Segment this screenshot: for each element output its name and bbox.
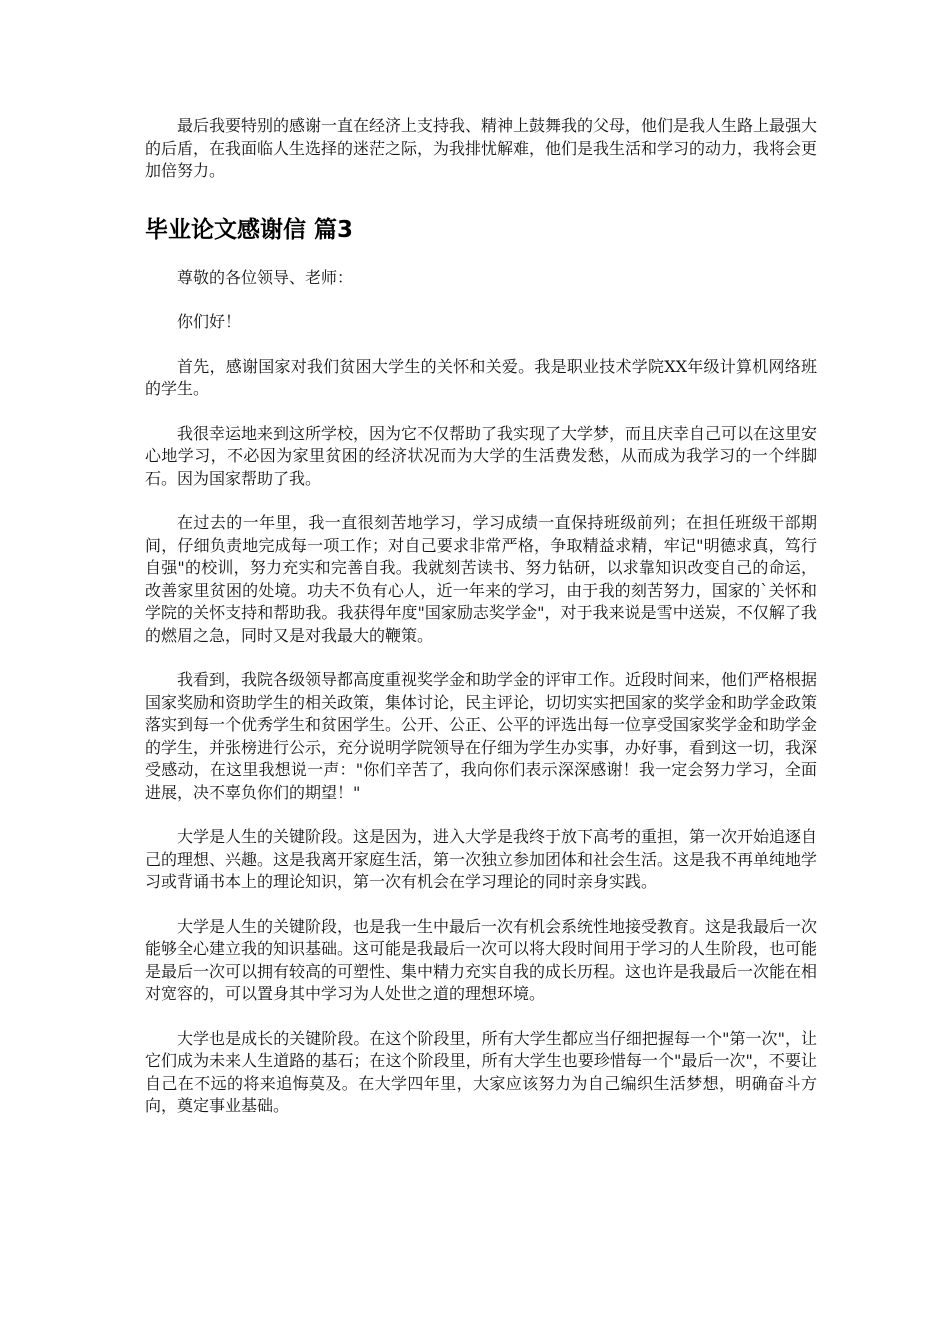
body-paragraph: 我看到，我院各级领导都高度重视奖学金和助学金的评审工作。近段时间来，他们严格根据国家奖励和资助学生的相关政策，集体讨论，民主评论，切切实实把国家的奖学金和助学金政策落实到每一个优秀学生和贫困学生。公开、公正、公平的评选出每一位享受国家奖学金和助学金的学生，并张榜进行公示，充分说明学院领导在仔细为学生办实事，办好事，看到这一切，我深受感动，在这里我想说一声："你们辛苦了，我向你们表示深深感谢！我一定会努力学习，全面进展，决不辜负你们的期望！" [145,670,818,802]
salutation: 尊敬的各位领导、老师： [177,267,354,287]
body-paragraph: 在过去的一年里，我一直很刻苦地学习，学习成绩一直保持班级前列；在担任班级干部期间，仔细负责地完成每一项工作；对自己要求非常严格，争取精益求精，牢记"明德求真，笃行自强"的校训，努力充实和完善自我。我就刻苦读书、努力钻研，以求靠知识改变自己的命运，改善家里贫困的处境。功夫不负有心人，近一年来的学习，由于我的刻苦努力，国家的`关怀和学院的关怀支持和帮助我。我获得年度"国家励志奖学金"，对于我来说是雪中送炭，不仅解了我的燃眉之急，同时又是对我最大的鞭策。 [145,513,817,645]
section-title: 毕业论文感谢信 篇3 [145,216,354,243]
body-paragraph: 大学也是成长的关键阶段。在这个阶段里，所有大学生都应当仔细把握每一个"第一次"，让它们成为未来人生道路的基石；在这个阶段里，所有大学生也要珍惜每一个"最后一次"，不要让自己在不远的将来追悔莫及。在大学四年里，大家应该努力为自己编织生活梦想，明确奋斗方向，奠定事业基础。 [145,1028,817,1115]
body-paragraph: 大学是人生的关键阶段。这是因为，进入大学是我终于放下高考的重担，第一次开始追逐自己的理想、兴趣。这是我离开家庭生活，第一次独立参加团体和社会生活。这是我不再单纯地学习或背诵书本上的理论知识，第一次有机会在学习理论的同时亲身实践。 [145,827,818,891]
body-paragraph: 大学是人生的关键阶段，也是我一生中最后一次有机会系统性地接受教育。这是我最后一次能够全心建立我的知识基础。这可能是我最后一次可以将大段时间用于学习的人生阶段，也可能是最后一次可以拥有较高的可塑性、集中精力充实自我的成长历程。这也许是我最后一次能在相对宽容的，可以置身其中学习为人处世之道的理想环境。 [145,916,818,1003]
document-page [145,115,817,1140]
body-paragraph: 首先，感谢国家对我们贫困大学生的关怀和关爱。我是职业技术学院XX年级计算机网络班的学生。 [145,356,817,398]
body-paragraph: 我很幸运地来到这所学校，因为它不仅帮助了我实现了大学梦，而且庆幸自己可以在这里安心地学习，不必因为家里贫困的经济状况而为大学的生活费发愁，从而成为我学习的一个绊脚石。因为国家帮助了我。 [145,423,818,488]
intro-paragraph: 最后我要特别的感谢一直在经济上支持我、精神上鼓舞我的父母，他们是我人生路上最强大的后盾，在我面临人生选择的迷茫之际，为我排忧解难，他们是我生活和学习的动力，我将会更加倍努力。 [145,116,818,180]
greeting: 你们好！ [177,312,242,331]
